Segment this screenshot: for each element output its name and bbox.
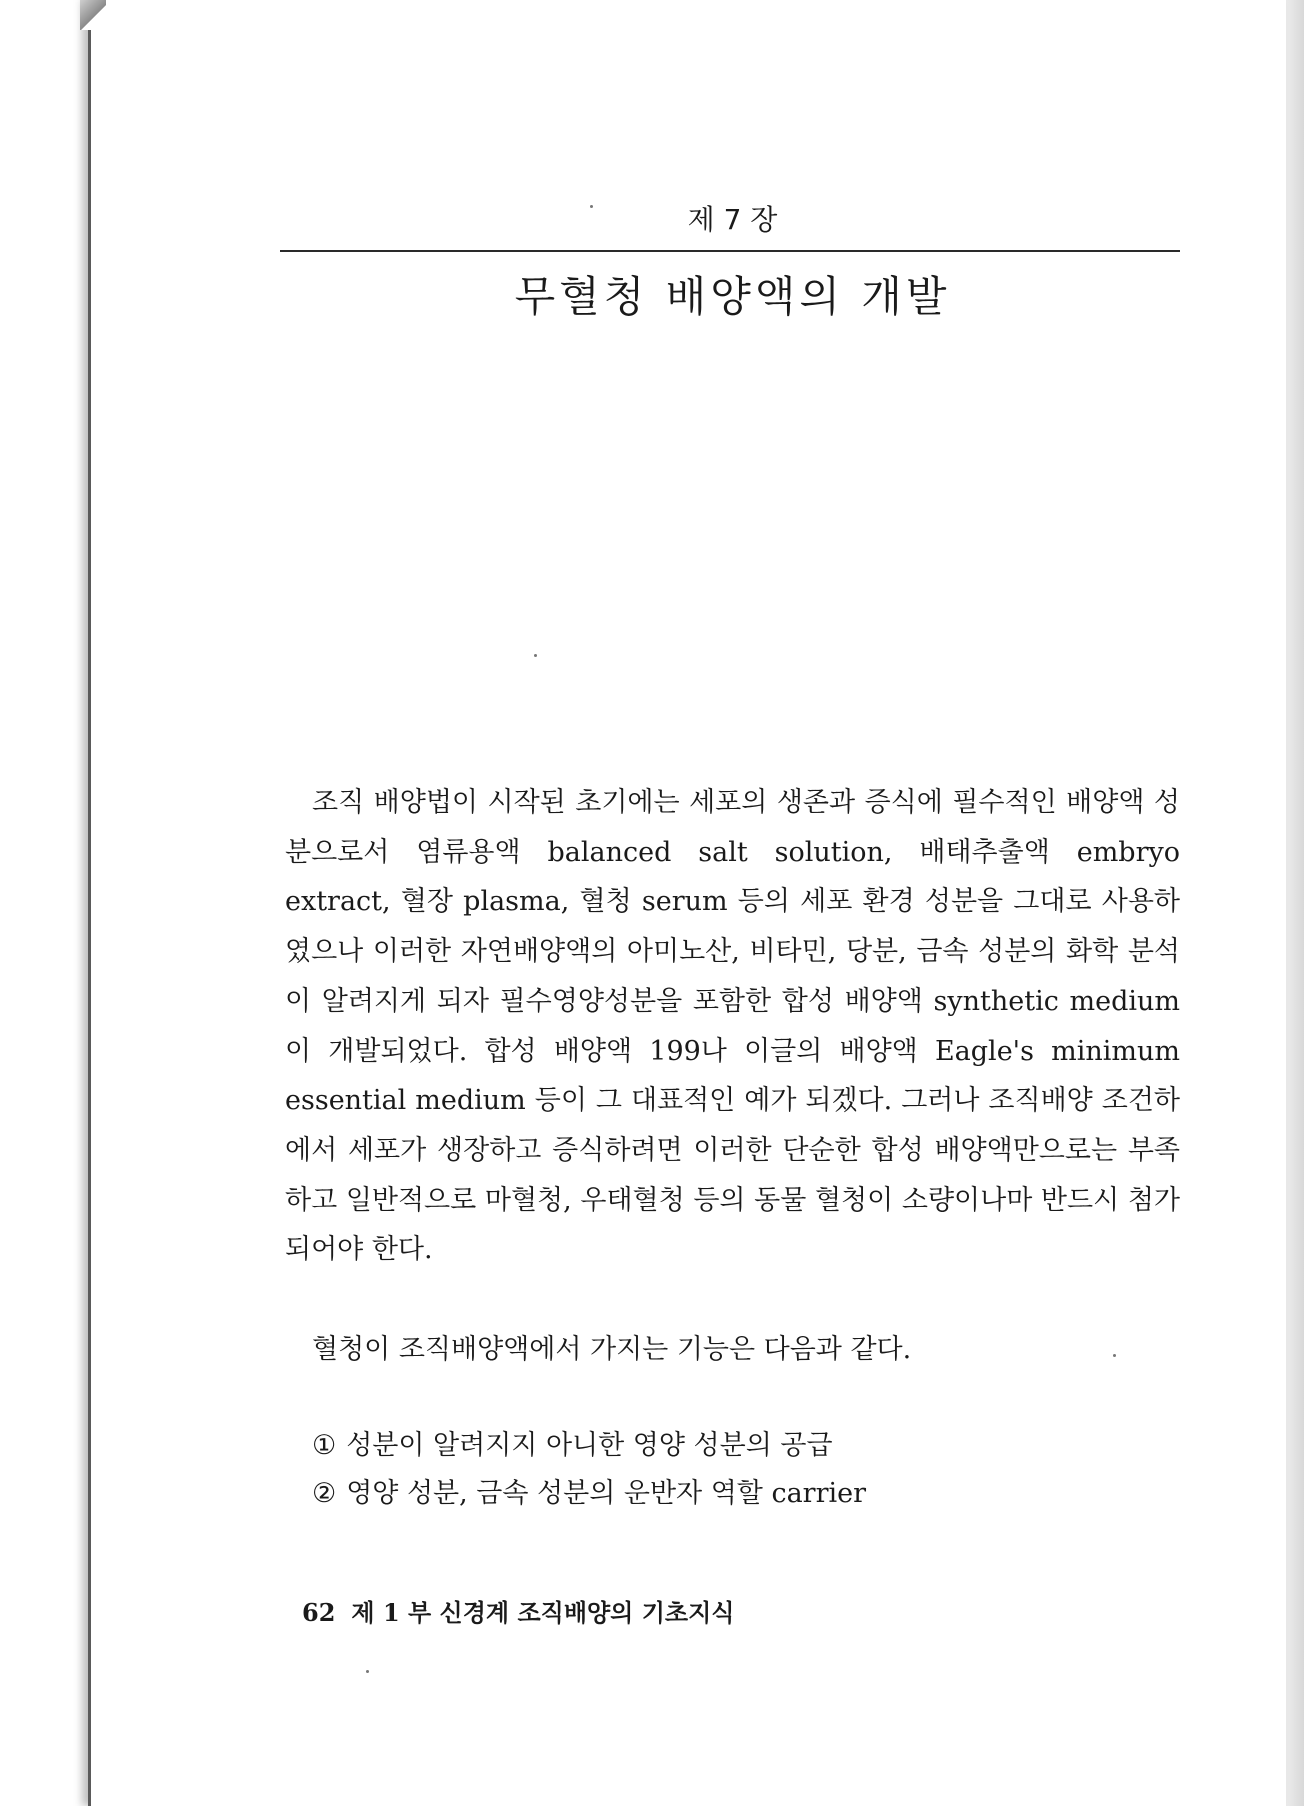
running-title: 제 1 부 신경계 조직배양의 기초지식 <box>351 1598 735 1627</box>
list-intro-paragraph: 혈청이 조직배양액에서 가지는 기능은 다음과 같다. <box>312 1334 912 1365</box>
list-item <box>312 1422 1172 1470</box>
list-marker: ① <box>312 1430 337 1461</box>
chapter-title: 무혈청 배양액의 개발 <box>514 272 951 321</box>
list-item-text: 영양 성분, 금속 성분의 운반자 역할 carrier <box>346 1478 866 1509</box>
serum-function-list <box>312 1422 1172 1518</box>
scan-speck <box>534 654 537 657</box>
list-item-text: 성분이 알려지지 아니한 영양 성분의 공급 <box>346 1430 833 1461</box>
list-item <box>312 1470 1172 1518</box>
scan-speck <box>590 205 593 208</box>
page-number: 62 <box>302 1598 336 1627</box>
scan-speck <box>1113 1354 1116 1357</box>
page-footer <box>302 1593 734 1628</box>
chapter-divider <box>280 250 1180 252</box>
body-paragraph: 조직 배양법이 시작된 초기에는 세포의 생존과 증식에 필수적인 배양액 성분으로서 염류용액 balanced salt solution, 배태추출액 embryo extract, 혈장 plasma, 혈청 serum 등의 세포 환경 성분을 그대로 사용하였으나 이러한 자연배양액의 아미노산, 비타민, 당분, 금속 성분의 화학 분석이 알려지게 되자 필수영양성분을 포함한 합성 배양액 synthetic medium 이 개발되었다. 합성 배양액 199나 이글의 배양액 Eagle's minimum essential medium 등이 그 대표적인 예가 되겠다. 그러나 조직배양 조건하에서 세포가 생장하고 증식하려면 이러한 단순한 합성 배양액만으로는 부족하고 일반적으로 마혈청, 우태혈청 등의 동물 혈청이 소량이나마 반드시 첨가되어야 한다. <box>285 787 1180 1266</box>
scan-speck <box>366 1670 369 1673</box>
chapter-number: 제 7 장 <box>687 203 778 236</box>
list-marker: ② <box>312 1478 337 1509</box>
page-corner-fold <box>80 0 106 30</box>
